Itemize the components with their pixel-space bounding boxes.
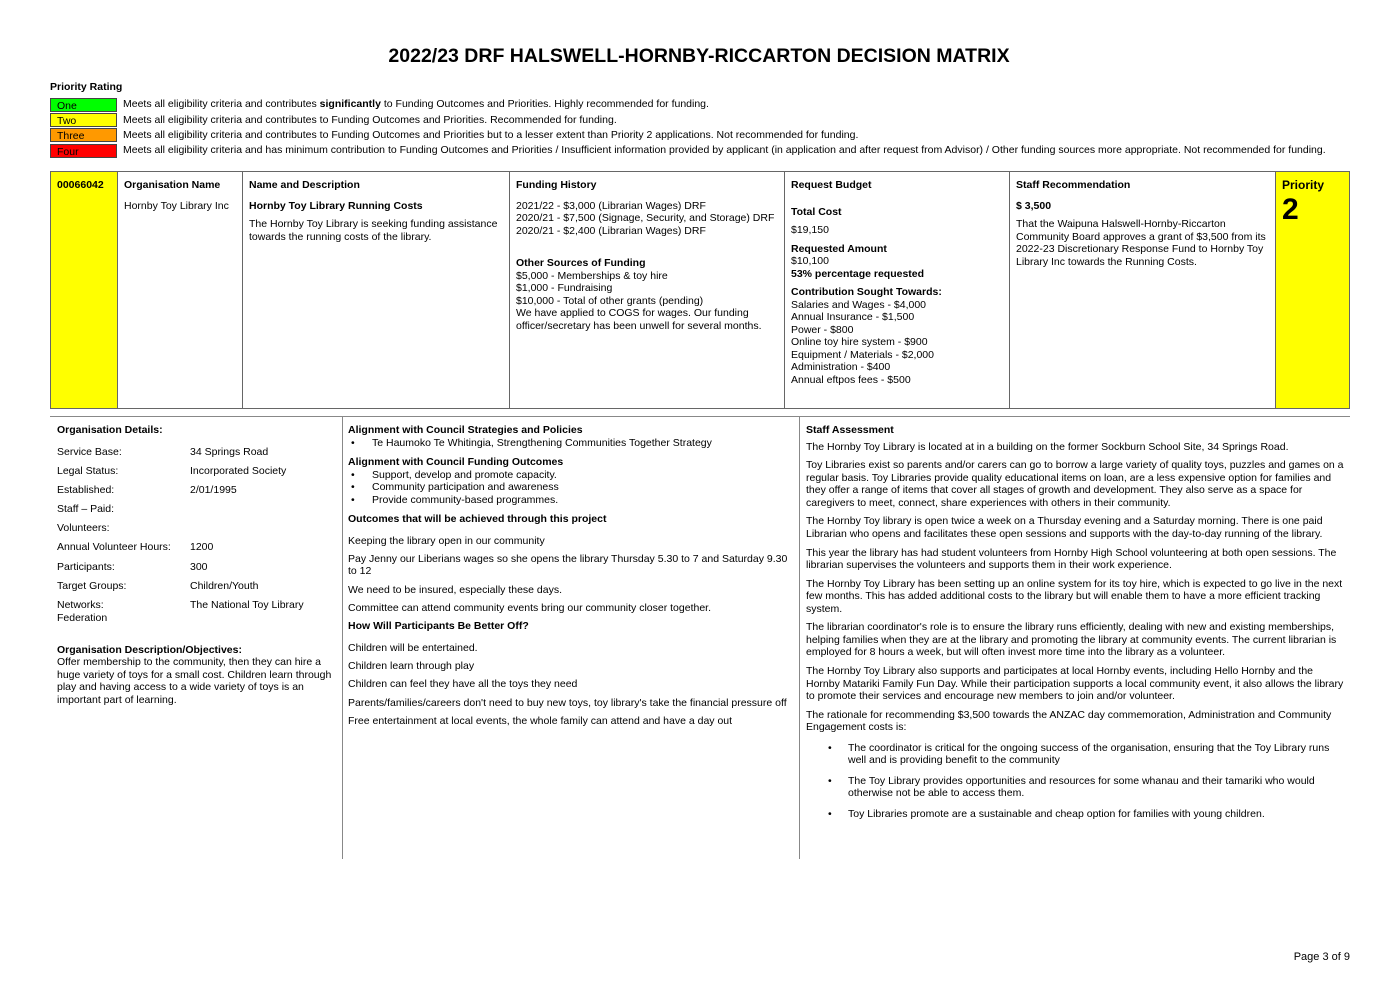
percentage-requested: 53% percentage requested [791, 267, 925, 280]
better-off-item: Free entertainment at local events, the whole family can attend and have a day out [348, 714, 733, 727]
detail-label: Volunteers: [57, 522, 110, 535]
priority-rating-heading: Priority Rating [50, 81, 123, 93]
total-cost-value: $19,150 [791, 224, 829, 236]
assessment-bullet: • The coordinator is critical for the ongoing success of the organisation, ensuring that the Toy Library runs well and is providing benefit to the community [806, 742, 1346, 767]
better-off-list [348, 642, 794, 728]
recommendation-text: That the Waipuna Halswell-Hornby-Riccarton Community Board approves a grant of $3,500 from its 2022-23 Discretionary Response Fund to Hornby Toy Library Inc towards the Running Costs. [1016, 218, 1266, 268]
project-outcome-item: Pay Jenny our Liberians wages so she opens the library Thursday 5.30 to 7 and Saturday 9.30 to 12 [348, 552, 788, 578]
funding-history-header: Funding History [516, 179, 597, 191]
priority-value: 2 [1282, 192, 1299, 226]
better-off-item: Children will be entertained. [348, 641, 478, 654]
contribution-item: Administration - $400 [791, 361, 891, 373]
detail-row [57, 599, 337, 612]
column-divider [342, 417, 343, 859]
priority-text: Meets all eligibility criteria and contributes to Funding Outcomes and Priorities but to a lesser extent than Priority 2 applications. Not recommended for funding. [123, 128, 859, 141]
better-off-item: Children learn through play [348, 659, 475, 672]
better-off-item: Parents/families/careers don't need to buy new toys, toy library's take the financial pressure off [348, 696, 787, 709]
networks-continued: Federation [57, 612, 108, 625]
better-off-item: Children can feel they have all the toys they need [348, 678, 578, 691]
staff-assessment-section [806, 424, 1346, 828]
priority-rating-row [50, 112, 1350, 127]
detail-label: Participants: [57, 560, 115, 573]
detail-value: 34 Springs Road [190, 445, 269, 458]
assessment-paragraph: The Hornby Toy Library has been setting up an online system for its toy hire, which is expected to go live in the next few months. This has added additional costs to the library but will enable them to have a more efficient tracking system. [806, 577, 1343, 615]
recommended-amount: $ 3,500 [1016, 199, 1052, 212]
assessment-bullet: • The Toy Library provides opportunities and resources for some whanau and their tamariki who would otherwise not be able to access them. [806, 775, 1346, 800]
other-sources-list [516, 270, 778, 333]
priority-text-emphasis: significantly [319, 98, 381, 111]
priority-description [123, 98, 709, 111]
detail-label: Staff – Paid: [57, 503, 115, 516]
assessment-paragraph: Toy Libraries exist so parents and/or carers can go to borrow a large variety of quality toys, puzzles and games on a regular basis. Toy Libraries provide quality educational items on loan, are a less expensive option for families and they offer a range of items that cover all stages of growth and development. They also serve as a space for caregivers to meet, connect, share experiences with others in their community. [806, 459, 1344, 509]
detail-row [57, 522, 337, 535]
detail-label: Established: [57, 483, 115, 496]
detail-label: Service Base: [57, 445, 122, 458]
contribution-item: Power - $800 [791, 323, 854, 336]
contribution-item: Equipment / Materials - $2,000 [791, 348, 934, 361]
priority-rating-row [50, 143, 1350, 158]
priority-swatch-four: Four [50, 144, 117, 158]
staff-recommendation-header: Staff Recommendation [1016, 179, 1131, 191]
priority-label: Priority [1282, 178, 1325, 192]
organisation-details-list [57, 446, 337, 612]
assessment-paragraph: The Hornby Toy Library also supports and participates at local Hornby events, including Hello Hornby and the Hornby Matariki Family Fun Day. While their participation supports a local community event, it also allows the library to promote their services and encourage new members to join and/or volunteer. [806, 665, 1344, 703]
detail-row [57, 541, 337, 554]
priority-swatch-one: One [50, 98, 117, 112]
detail-label: Legal Status: [57, 464, 119, 477]
request-budget-cell [785, 172, 1010, 408]
detail-value: Incorporated Society [190, 464, 287, 477]
contribution-label: Contribution Sought Towards: [791, 286, 942, 298]
detail-value: 300 [190, 560, 208, 573]
contribution-item: Salaries and Wages - $4,000 [791, 298, 927, 311]
contribution-item: Annual Insurance - $1,500 [791, 311, 915, 323]
detail-row [57, 484, 337, 497]
priority-rating-row [50, 97, 1350, 112]
assessment-paragraphs [806, 441, 1346, 734]
organisation-details-heading: Organisation Details: [57, 424, 163, 436]
project-outcomes-heading: Outcomes that will be achieved through this project [348, 513, 607, 525]
detail-label: Networks: [57, 599, 104, 611]
funding-history-item: 2020/21 - $7,500 (Signage, Security, and Storage) DRF [516, 212, 775, 224]
detail-row [57, 561, 337, 574]
project-outcome-item: Keeping the library open in our community [348, 534, 545, 547]
detail-value: 2/01/1995 [190, 483, 237, 496]
priority-description [123, 129, 858, 142]
detail-value: Children/Youth [190, 579, 259, 592]
priority-text: Meets all eligibility criteria and contributes to Funding Outcomes and Priorities. Recommended for funding. [123, 113, 617, 126]
other-sources-header: Other Sources of Funding [516, 257, 646, 269]
organisation-description-text: Offer membership to the community, then they can hire a huge variety of toys for a small cost. Children learn through play and having access to a wide variety of toys is an important part of learning. [57, 656, 332, 706]
assessment-paragraph: The librarian coordinator's role is to ensure the library runs efficiently, dealing with new and existing memberships, helping families when they are at the library and promoting the library at community events. The current librarian is employed for 8 hours a week, but will often invest more time into the library as a volunteer. [806, 621, 1337, 659]
better-off-heading: How Will Participants Be Better Off? [348, 620, 529, 633]
priority-rating-row [50, 128, 1350, 143]
detail-row [57, 465, 337, 478]
page-title: 2022/23 DRF HALSWELL-HORNBY-RICCARTON DECISION MATRIX [388, 45, 1010, 67]
priority-description [123, 114, 617, 127]
strategies-list [348, 437, 794, 450]
assessment-paragraph: This year the library has had student volunteers from Hornby High School volunteering at both open sessions. The librarian supervises the volunteers and supports them in their work experience. [806, 546, 1337, 572]
total-cost-label: Total Cost [791, 205, 842, 218]
detail-row [57, 503, 337, 516]
priority-swatch-three: Three [50, 128, 117, 142]
funding-outcome-item: • Support, develop and promote capacity. [348, 469, 794, 482]
name-description-header: Name and Description [249, 179, 360, 191]
requested-amount-label: Requested Amount [791, 242, 887, 255]
funding-outcomes-heading: Alignment with Council Funding Outcomes [348, 456, 564, 468]
assessment-paragraph: The Hornby Toy Library is located at in a building on the former Sockburn School Site, 34 Springs Road. [806, 440, 1289, 453]
priority-text: to Funding Outcomes and Priorities. Highly recommended for funding. [380, 98, 709, 111]
requested-amount-value: $10,100 [791, 255, 829, 267]
other-source-item: $10,000 - Total of other grants (pending) [516, 294, 704, 307]
detail-value [190, 522, 337, 535]
organisation-description-heading: Organisation Description/Objectives: [57, 643, 242, 656]
project-outcome-item: We need to be insured, especially these days. [348, 583, 563, 596]
detail-row [57, 580, 337, 593]
detail-row [57, 446, 337, 459]
request-budget-header: Request Budget [791, 179, 872, 191]
detail-value: The National Toy Library [190, 599, 304, 611]
organisation-details-section [57, 424, 337, 706]
organisation-header: Organisation Name [124, 179, 221, 191]
detail-value [190, 503, 337, 516]
organisation-cell [118, 172, 243, 408]
funding-outcome-item: • Community participation and awareness [348, 481, 794, 494]
application-id: 00066042 [51, 172, 118, 408]
funding-outcome-item: • Provide community-based programmes. [348, 494, 794, 507]
detail-value: 1200 [190, 541, 214, 554]
project-description: The Hornby Toy Library is seeking funding assistance towards the running costs of the library. [249, 218, 498, 243]
funding-history-item: 2021/22 - $3,000 (Librarian Wages) DRF [516, 199, 706, 212]
alignment-section [348, 424, 794, 733]
contribution-item: Online toy hire system - $900 [791, 336, 928, 348]
project-outcomes-list [348, 535, 794, 615]
project-title: Hornby Toy Library Running Costs [249, 199, 423, 212]
detail-label: Annual Volunteer Hours: [57, 541, 171, 554]
funding-history-cell [510, 172, 785, 408]
priority-text: Meets all eligibility criteria and has minimum contribution to Funding Outcomes and Priorities / Insufficient information provided by applicant (in application and after request from Advisor) / Other funding sources more appropriate. Not recommended for funding. [123, 144, 1326, 157]
priority-description [123, 144, 1326, 157]
funding-history-item: 2020/21 - $2,400 (Librarian Wages) DRF [516, 224, 706, 237]
priority-swatch-two: Two [50, 113, 117, 127]
contributions-list [791, 299, 1003, 387]
other-source-item: $5,000 - Memberships & toy hire [516, 269, 668, 282]
staff-assessment-heading: Staff Assessment [806, 424, 894, 436]
detail-label: Target Groups: [57, 579, 127, 592]
priority-rating-table [50, 97, 1350, 158]
other-source-item: We have applied to COGS for wages. Our funding officer/secretary has been unwell for several months. [516, 307, 762, 332]
column-divider [799, 417, 800, 859]
project-outcome-item: Committee can attend community events bring our community closer together. [348, 601, 711, 614]
assessment-bullet: • Toy Libraries promote are a sustainable and cheap option for families with young children. [806, 808, 1346, 821]
priority-text: Meets all eligibility criteria and contributes [123, 98, 320, 111]
decision-matrix-row [50, 171, 1350, 409]
assessment-bullets [806, 742, 1346, 821]
contribution-item: Annual eftpos fees - $500 [791, 373, 911, 386]
staff-recommendation-cell [1010, 172, 1276, 408]
organisation-name: Hornby Toy Library Inc [124, 199, 229, 212]
name-description-cell [243, 172, 510, 408]
strategy-item: • Te Haumoko Te Whitingia, Strengthening Communities Together Strategy [348, 437, 794, 450]
funding-outcomes-list [348, 469, 794, 507]
assessment-paragraph: The Hornby Toy library is open twice a week on a Thursday evening and a Saturday morning. There is one paid Librarian who opens and facilitates these open sessions and supports with the day-to-day running of the library. [806, 515, 1323, 540]
strategies-heading: Alignment with Council Strategies and Policies [348, 424, 583, 436]
other-source-item: $1,000 - Fundraising [516, 282, 613, 294]
section-divider [50, 416, 1350, 417]
assessment-paragraph: The rationale for recommending $3,500 towards the ANZAC day commemoration, Administration and Community Engagement costs is: [806, 708, 1332, 734]
funding-history-list [516, 200, 778, 238]
priority-cell [1276, 172, 1349, 408]
page-number: Page 3 of 9 [1293, 951, 1350, 963]
